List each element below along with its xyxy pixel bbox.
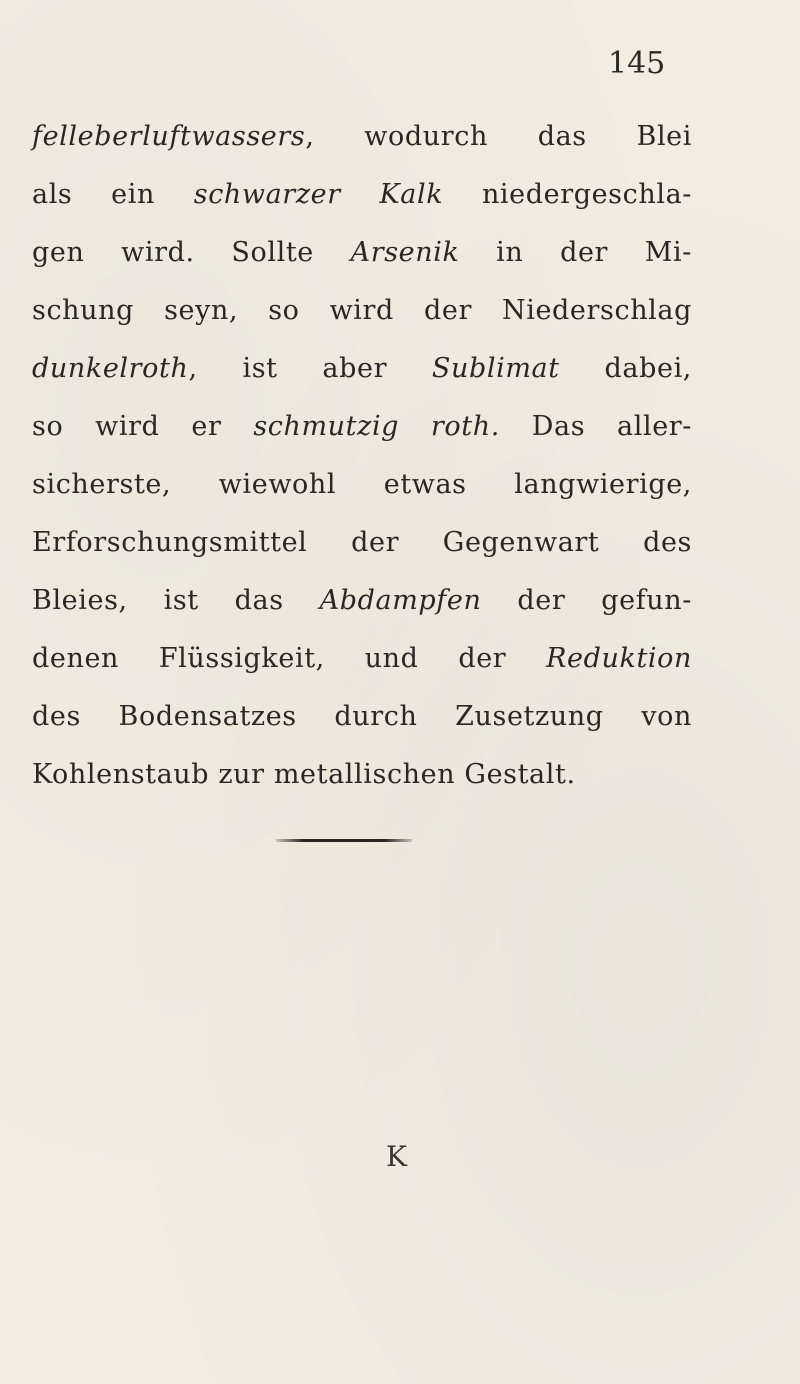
text-run: , wodurch das Blei: [305, 121, 692, 152]
text-run: so wird er: [32, 411, 254, 442]
italic-run: Sublimat: [431, 353, 560, 384]
italic-run: schwarzer Kalk: [193, 179, 444, 210]
text-run: Erforschungsmittel der Gegenwart des: [32, 527, 692, 558]
text-line: [32, 282, 692, 340]
text-line: [32, 514, 692, 572]
text-run: Bleies, ist das: [32, 585, 320, 616]
text-run: Kohlenstaub zur metallischen Gestalt.: [32, 759, 576, 790]
italic-run: schmutzig roth.: [253, 411, 500, 442]
text-run: sicherste, wiewohl etwas langwierige,: [32, 469, 692, 500]
page-number: 145: [608, 46, 666, 81]
text-run: , ist aber: [188, 353, 432, 384]
text-line: [32, 630, 692, 688]
text-run: dabei,: [559, 353, 692, 384]
signature-mark: K: [386, 1140, 407, 1173]
body-text: [32, 108, 692, 804]
text-line: [32, 688, 692, 746]
text-line: [32, 746, 692, 804]
text-run: niedergeschla-: [443, 179, 692, 210]
text-line: [32, 224, 692, 282]
text-run: als ein: [32, 179, 194, 210]
text-line: [32, 398, 692, 456]
text-line: [32, 456, 692, 514]
italic-run: Reduktion: [546, 643, 692, 674]
italic-run: felleberluftwassers: [32, 121, 306, 152]
section-divider-rule: [276, 839, 412, 842]
text-run: der gefun-: [481, 585, 693, 616]
text-line: [32, 108, 692, 166]
text-run: des Bodensatzes durch Zusetzung von: [32, 701, 692, 732]
text-run: denen Flüssigkeit, und der: [32, 643, 547, 674]
text-run: in der Mi-: [459, 237, 692, 268]
text-line: [32, 572, 692, 630]
italic-run: Arsenik: [350, 237, 460, 268]
text-run: Das aller-: [499, 411, 692, 442]
italic-run: dunkelroth: [32, 353, 189, 384]
italic-run: Abdampfen: [319, 585, 482, 616]
text-run: gen wird. Sollte: [32, 237, 351, 268]
text-line: [32, 340, 692, 398]
text-run: schung seyn, so wird der Niederschlag: [32, 295, 692, 326]
text-line: [32, 166, 692, 224]
